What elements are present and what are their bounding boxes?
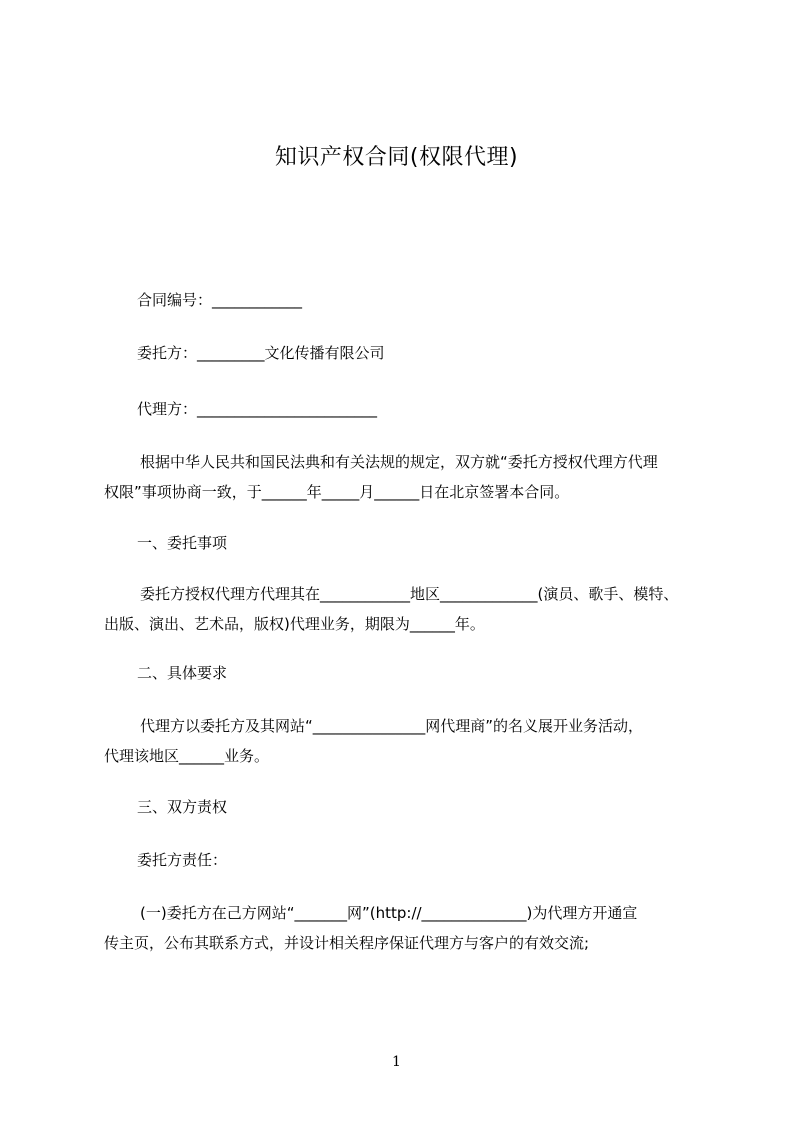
section-1-heading: 一、委托事项 — [137, 534, 228, 552]
document-title: 知识产权合同(权限代理) — [274, 145, 519, 170]
client-responsibility-heading: 委托方责任： — [137, 851, 228, 869]
intro-line-1: 根据中华人民共和国民法典和有关法规的规定，双方就“委托方授权代理方代理 — [140, 453, 658, 471]
section-1-paragraph — [104, 579, 716, 639]
section-2-paragraph — [104, 711, 716, 771]
section-2-heading: 二、具体要求 — [137, 664, 228, 682]
client-party-field: 委托方：_________文化传播有限公司 — [137, 344, 385, 362]
section-3-heading: 三、双方责权 — [137, 798, 228, 816]
section-3-item-1 — [104, 898, 716, 958]
section-3-item-1-line-2: 传主页，公布其联系方式，并设计相关程序保证代理方与客户的有效交流; — [104, 934, 590, 952]
contract-number-field: 合同编号：____________ — [137, 291, 303, 309]
intro-paragraph — [104, 447, 716, 507]
section-1-line-1: 委托方授权代理方代理其在____________地区_____________(演员、歌手、模特、 — [140, 585, 679, 603]
section-2-line-1: 代理方以委托方及其网站“_______________网代理商”的名义展开业务活动， — [140, 717, 644, 735]
agent-party-field: 代理方：________________________ — [137, 400, 378, 418]
section-1-line-2: 出版、演出、艺术品，版权)代理业务，期限为______年。 — [104, 615, 485, 633]
section-2-line-2: 代理该地区______业务。 — [104, 747, 270, 765]
page-number: 1 — [392, 1054, 401, 1070]
section-3-item-1-line-1: (一)委托方在己方网站“_______网”(http://______________)为代理方开通宣 — [140, 904, 638, 922]
intro-line-2: 权限”事项协商一致，于______年_____月______日在北京签署本合同。 — [104, 483, 570, 501]
